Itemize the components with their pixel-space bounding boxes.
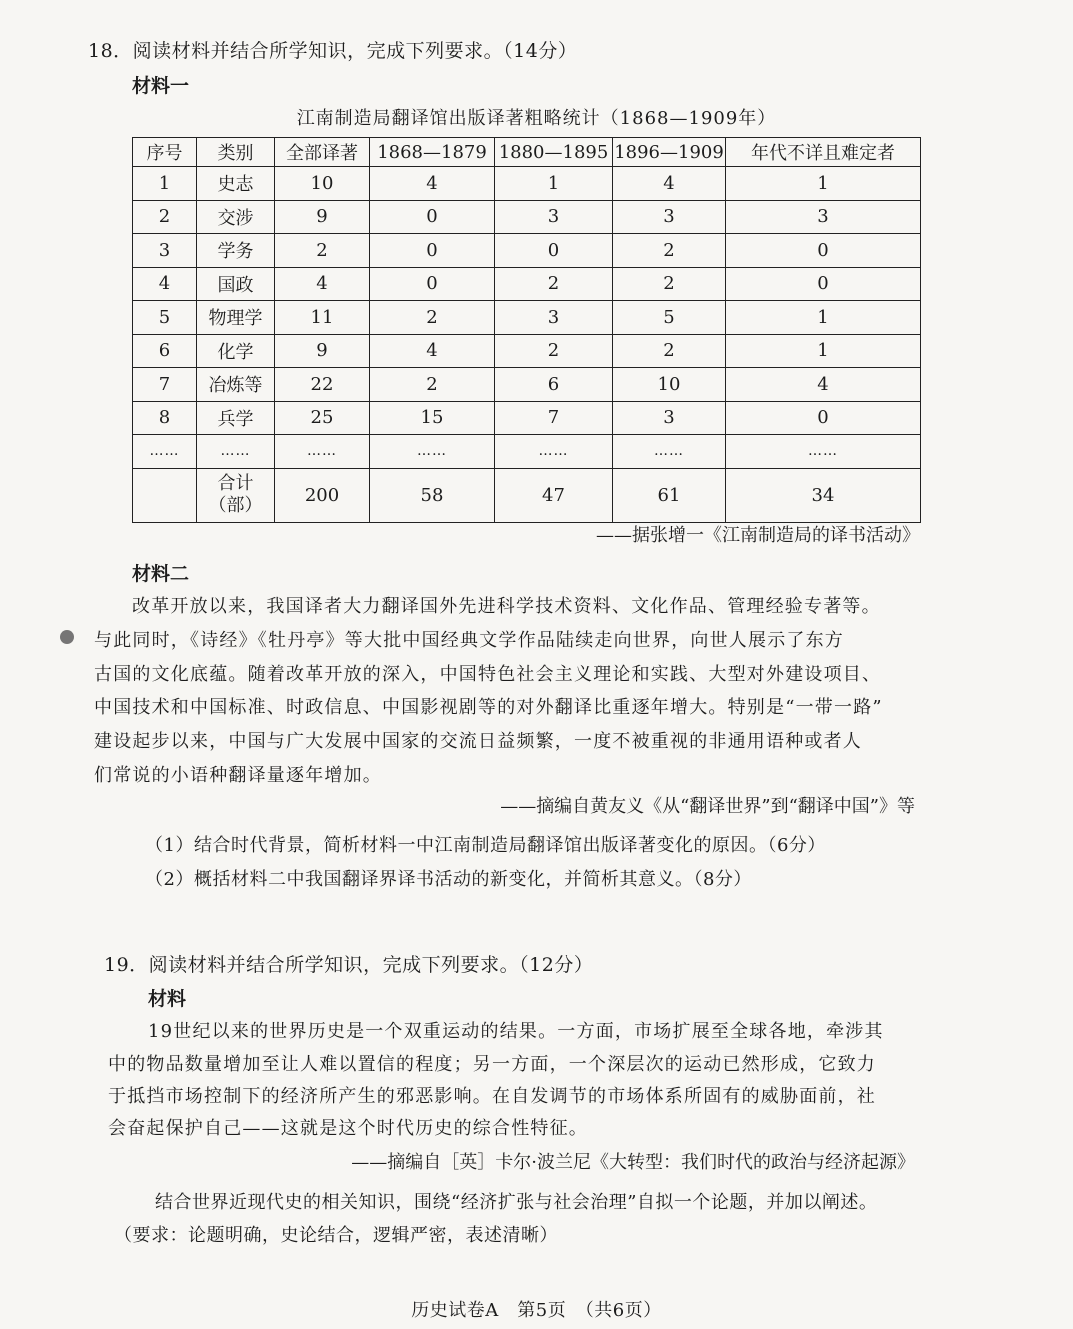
table-cell: …… [613, 435, 726, 469]
table-cell: 3 [613, 401, 726, 435]
table-cell: 3 [726, 200, 921, 234]
table-row [133, 267, 921, 301]
table-title: 江南制造局翻译馆出版译著粗略统计（1868—1909年） [296, 108, 777, 129]
q19-material-line: 于抵挡市场控制下的经济所产生的邪恶影响。在自发调节的市场体系所固有的威胁面前，社 [108, 1086, 876, 1107]
translation-stats-table [132, 137, 921, 523]
table-row [133, 301, 921, 335]
table-cell: 冶炼等 [197, 368, 275, 402]
col-header: 1880—1895 [495, 138, 613, 167]
material2-line: 古国的文化底蕴。随着改革开放的深入，中国特色社会主义理论和实践、大型对外建设项目、 [94, 664, 882, 685]
table-source: ——据张增一《江南制造局的译书活动》 [596, 525, 920, 546]
table-cell: 0 [370, 267, 495, 301]
q18-material2-label: 材料二 [132, 563, 190, 585]
table-cell: 61 [613, 468, 726, 522]
col-header: 全部译著 [275, 138, 370, 167]
table-cell: 1 [726, 334, 921, 368]
ink-smudge [60, 630, 74, 644]
table-cell: 4 [370, 167, 495, 201]
table-row [133, 401, 921, 435]
table-cell: …… [370, 435, 495, 469]
table-cell: 2 [495, 334, 613, 368]
q18-task1: （1）结合时代背景，简析材料一中江南制造局翻译馆出版译著变化的原因。（6分） [145, 835, 826, 856]
q19-material-line: 中的物品数量增加至让人难以置信的程度；另一方面，一个深层次的运动已然形成，它致力 [108, 1054, 876, 1075]
table-cell [133, 468, 197, 522]
table-cell: 2 [613, 267, 726, 301]
total-label: 合计 [217, 473, 254, 494]
table-cell: 4 [133, 267, 197, 301]
table-cell: 交涉 [197, 200, 275, 234]
q18-task2: （2）概括材料二中我国翻译界译书活动的新变化，并简析其意义。（8分） [145, 869, 752, 890]
q19-heading: 19．阅读材料并结合所学知识，完成下列要求。（12分） [104, 954, 594, 976]
col-header: 1896—1909 [613, 138, 726, 167]
table-cell: 兵学 [197, 401, 275, 435]
material2-line: 建设起步以来，中国与广大发展中国家的交流日益频繁，一度不被重视的非通用语种或者人 [94, 731, 862, 752]
table-cell: 11 [275, 301, 370, 335]
table-cell: 4 [370, 334, 495, 368]
table-cell: 10 [275, 167, 370, 201]
col-header: 1868—1879 [370, 138, 495, 167]
table-cell: 6 [495, 368, 613, 402]
table-cell: 0 [726, 234, 921, 268]
table-cell: 2 [613, 234, 726, 268]
table-cell: 7 [495, 401, 613, 435]
table-cell: 6 [133, 334, 197, 368]
table-cell: 4 [726, 368, 921, 402]
table-cell: 9 [275, 334, 370, 368]
table-cell: 7 [133, 368, 197, 402]
table-cell: 58 [370, 468, 495, 522]
table-cell: 2 [275, 234, 370, 268]
table-cell: 8 [133, 401, 197, 435]
table-cell: 0 [370, 200, 495, 234]
col-header: 年代不详且难定者 [726, 138, 921, 167]
table-cell: 15 [370, 401, 495, 435]
table-cell: 2 [495, 267, 613, 301]
table-cell: …… [495, 435, 613, 469]
q19-material-line: 会奋起保护自己——这就是这个时代历史的综合性特征。 [108, 1118, 588, 1139]
col-header: 序号 [133, 138, 197, 167]
page-footer: 历史试卷A 第5页 （共6页） [411, 1300, 662, 1321]
total-unit: （部） [208, 495, 263, 516]
table-row [133, 334, 921, 368]
table-cell: …… [275, 435, 370, 469]
table-cell: 史志 [197, 167, 275, 201]
table-cell: 1 [133, 167, 197, 201]
table-cell: 25 [275, 401, 370, 435]
q19-task: 结合世界近现代史的相关知识，围绕“经济扩张与社会治理”自拟一个论题，并加以阐述。 [155, 1192, 878, 1213]
table-cell: 5 [613, 301, 726, 335]
q19-material-label: 材料 [148, 988, 187, 1010]
table-cell: 3 [613, 200, 726, 234]
table-cell: 10 [613, 368, 726, 402]
material2-source: ——摘编自黄友义《从“翻译世界”到“翻译中国”》等 [500, 796, 915, 817]
table-cell: 0 [726, 401, 921, 435]
table-cell: 物理学 [197, 301, 275, 335]
table-cell: 2 [370, 301, 495, 335]
table-total-row [133, 468, 921, 522]
material2-line: 中国技术和中国标准、时政信息、中国影视剧等的对外翻译比重逐年增大。特别是“一带一路” [94, 697, 883, 718]
table-cell: 2 [613, 334, 726, 368]
table-cell: 34 [726, 468, 921, 522]
table-row [133, 200, 921, 234]
table-cell: 化学 [197, 334, 275, 368]
table-cell: 1 [495, 167, 613, 201]
table-cell: 1 [726, 167, 921, 201]
table-cell: 国政 [197, 267, 275, 301]
table-cell: …… [133, 435, 197, 469]
material2-line: 改革开放以来，我国译者大力翻译国外先进科学技术资料、文化作品、管理经验专著等。 [132, 596, 881, 617]
table-cell: 0 [370, 234, 495, 268]
col-header: 类别 [197, 138, 275, 167]
table-cell: 学务 [197, 234, 275, 268]
table-row [133, 167, 921, 201]
q18-material1-label: 材料一 [132, 75, 190, 97]
table-cell: 2 [370, 368, 495, 402]
table-cell: 1 [726, 301, 921, 335]
q18-heading: 18．阅读材料并结合所学知识，完成下列要求。（14分） [88, 40, 578, 62]
table-cell: 5 [133, 301, 197, 335]
material2-line: 与此同时，《诗经》《牡丹亭》等大批中国经典文学作品陆续走向世界，向世人展示了东方 [94, 630, 844, 651]
table-cell: 200 [275, 468, 370, 522]
table-cell: 0 [726, 267, 921, 301]
table-cell: …… [197, 435, 275, 469]
table-cell: 4 [275, 267, 370, 301]
table-row [133, 234, 921, 268]
table-row-ellipsis [133, 435, 921, 469]
table-row [133, 368, 921, 402]
table-cell: 3 [495, 200, 613, 234]
table-cell: 2 [133, 200, 197, 234]
table-header-row [133, 138, 921, 167]
q19-material-source: ——摘编自［英］卡尔·波兰尼《大转型：我们时代的政治与经济起源》 [351, 1152, 915, 1173]
q19-requirement: （要求：论题明确，史论结合，逻辑严密，表述清晰） [114, 1225, 558, 1246]
table-cell: 47 [495, 468, 613, 522]
table-cell: …… [726, 435, 921, 469]
table-cell: 3 [495, 301, 613, 335]
table-cell: 0 [495, 234, 613, 268]
material2-line: 们常说的小语种翻译量逐年增加。 [94, 765, 382, 786]
table-cell: 9 [275, 200, 370, 234]
q19-material-line: 19世纪以来的世界历史是一个双重运动的结果。一方面，市场扩展至全球各地，牵涉其 [148, 1021, 884, 1042]
total-label-cell [197, 468, 275, 522]
table-cell: 22 [275, 368, 370, 402]
table-cell: 3 [133, 234, 197, 268]
table-cell: 4 [613, 167, 726, 201]
